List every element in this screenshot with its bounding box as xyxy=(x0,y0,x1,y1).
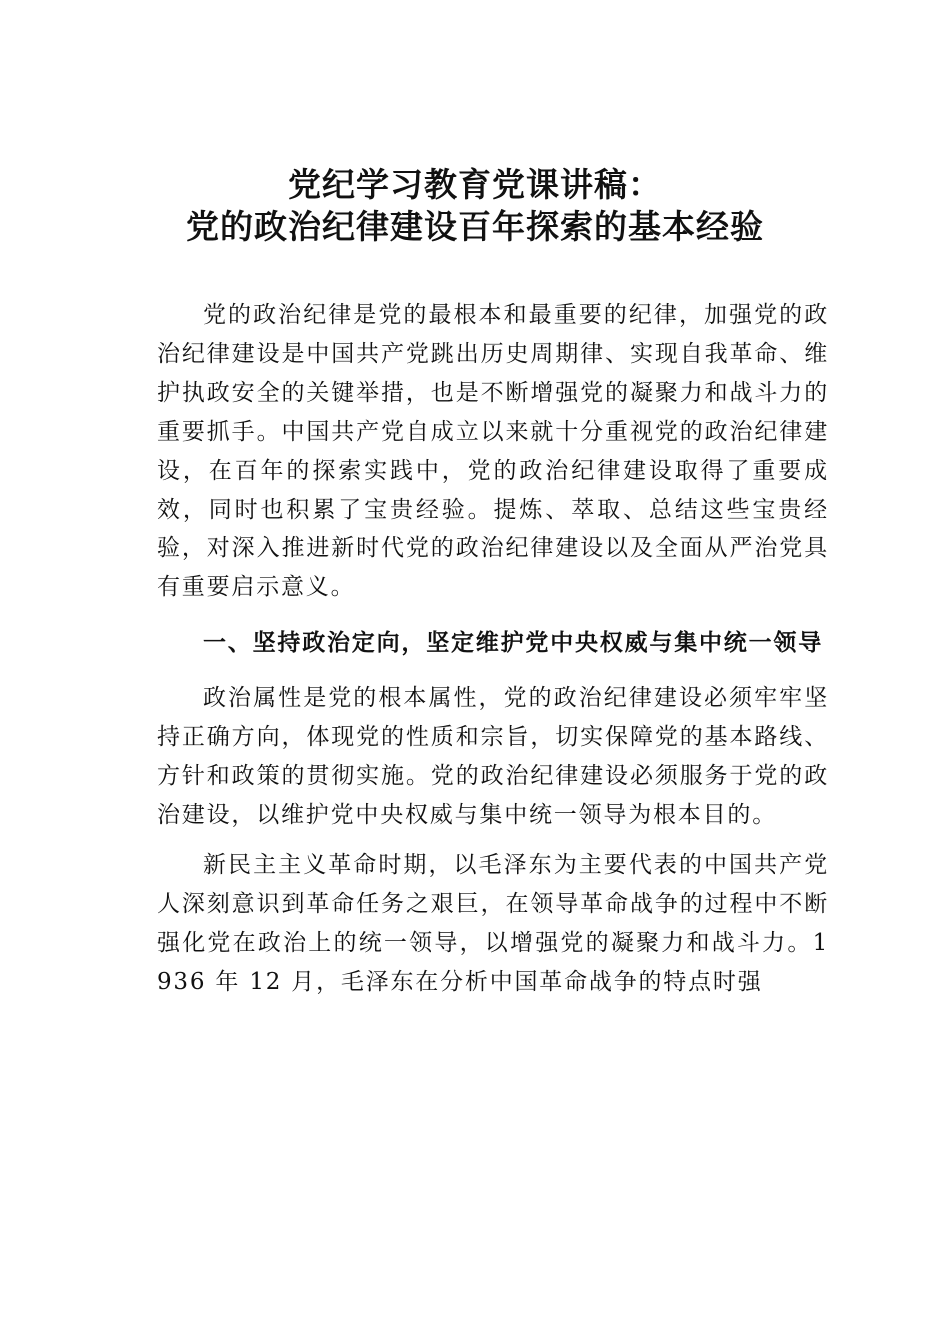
body-paragraph-2: 政治属性是党的根本属性，党的政治纪律建设必须牢牢坚持正确方向，体现党的性质和宗旨，切实保障党的基本路线、方针和政策的贯彻实施。党的政治纪律建设必须服务于党的政治建设，以维护党中央权威与集中统一领导为根本目的。 xyxy=(157,685,829,828)
document-body xyxy=(157,296,829,1013)
body-paragraph-3: 新民主主义革命时期，以毛泽东为主要代表的中国共产党人深刻意识到革命任务之艰巨，在领导革命战争的过程中不断强化党在政治上的统一领导，以增强党的凝聚力和战斗力。1936 年 12 月，毛泽东在分析中国革命战争的特点时强 xyxy=(157,851,829,995)
document-title-line-1: 党纪学习教育党课讲稿： xyxy=(288,165,662,204)
document-title-line-2: 党的政治纪律建设百年探索的基本经验 xyxy=(186,207,764,246)
section-heading-1: 一、坚持政治定向，坚定维护党中央权威与集中统一领导 xyxy=(203,630,823,657)
body-paragraph-1: 党的政治纪律是党的最根本和最重要的纪律，加强党的政治纪律建设是中国共产党跳出历史周期律、实现自我革命、维护执政安全的关键举措，也是不断增强党的凝聚力和战斗力的重要抓手。中国共产党自成立以来就十分重视党的政治纪律建设，在百年的探索实践中，党的政治纪律建设取得了重要成效，同时也积累了宝贵经验。提炼、萃取、总结这些宝贵经验，对深入推进新时代党的政治纪律建设以及全面从严治党具有重要启示意义。 xyxy=(157,302,829,601)
